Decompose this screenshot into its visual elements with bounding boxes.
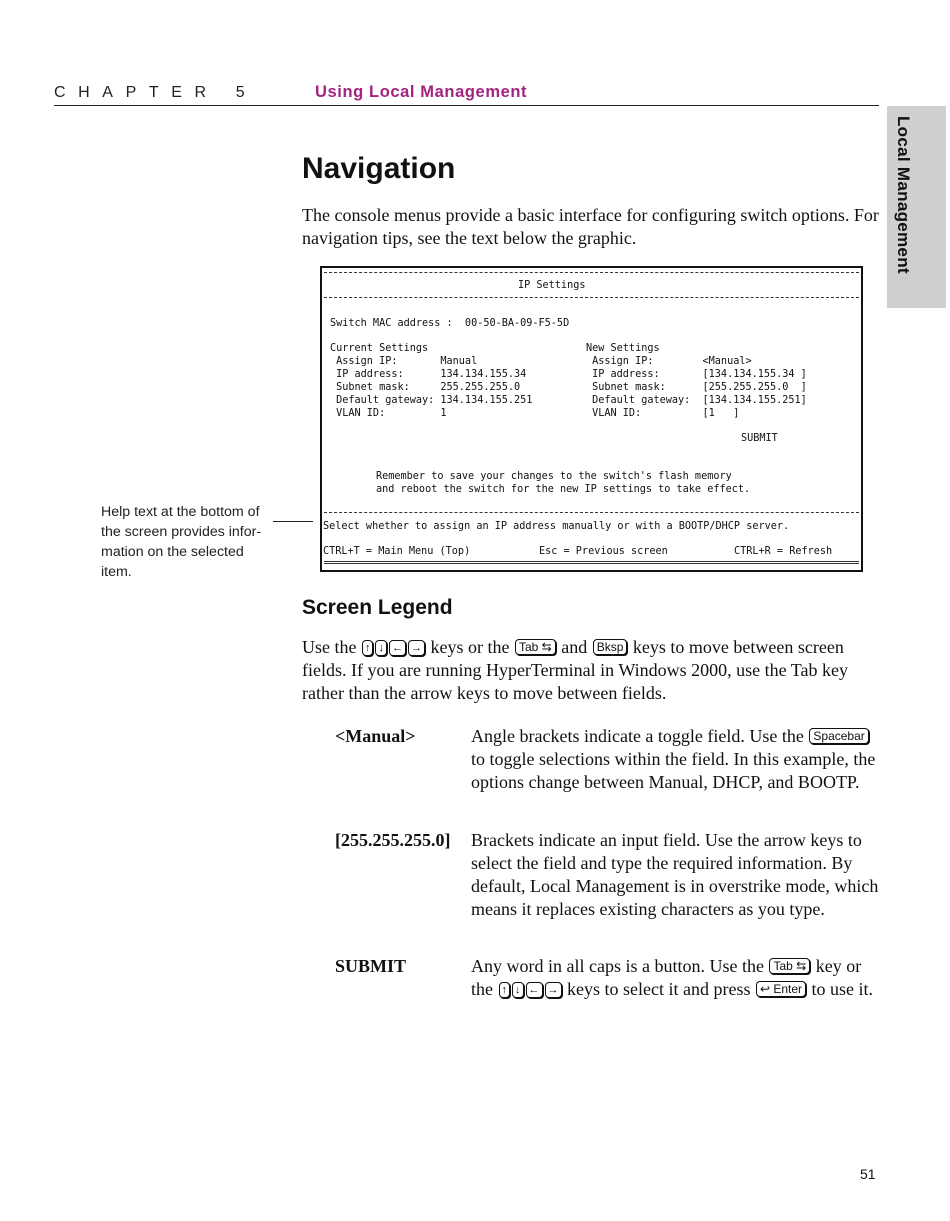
reminder-line-1: Remember to save your changes to the switch's flash memory — [376, 471, 732, 482]
page-number: 51 — [860, 1166, 876, 1182]
tab-key-icon: Tab ⇆ — [769, 958, 810, 974]
legend-text: Use the — [302, 637, 357, 657]
current-default-gateway: Default gateway: 134.134.155.251 — [330, 395, 533, 406]
submit-button[interactable]: SUBMIT — [741, 433, 778, 444]
ip-address-input[interactable]: IP address: [134.134.155.34 ] — [586, 369, 807, 380]
left-arrow-key-icon: ← — [389, 640, 406, 656]
assign-ip-toggle[interactable]: Assign IP: <Manual> — [586, 356, 752, 367]
chapter-title: Using Local Management — [315, 83, 528, 101]
definition-text: to toggle selections within the field. In this example, the options change between Manual, DHCP, and BOOTP. — [471, 749, 876, 792]
current-vlan-id: VLAN ID: 1 — [330, 408, 447, 419]
definition-text: Angle brackets indicate a toggle field. Use the — [471, 726, 804, 746]
legend-text: keys to move between screen fields. If you are running HyperTerminal in Windows 2000, use the Tab key rather than the arrow keys to move between fields. — [302, 637, 848, 703]
help-text-line: Select whether to assign an IP address manually or with a BOOTP/DHCP server. — [323, 521, 790, 532]
definition-term: <Manual> — [335, 726, 416, 746]
spacebar-key-icon: Spacebar — [809, 728, 868, 744]
divider — [324, 272, 859, 273]
definition-description: Brackets indicate an input field. Use the arrow keys to select the field and type the required information. By default, Local Management is in overstrike mode, which means it replaces existing characters as you type. — [471, 830, 879, 919]
chapter-header — [54, 84, 879, 106]
divider — [324, 561, 859, 564]
current-subnet-mask: Subnet mask: 255.255.255.0 — [330, 382, 521, 393]
definition-description — [471, 725, 883, 794]
reminder-line-2: and reboot the switch for the new IP settings to take effect. — [376, 484, 751, 495]
nav-main-menu[interactable]: CTRL+T = Main Menu (Top) — [323, 546, 471, 557]
down-arrow-key-icon: ↓ — [375, 640, 387, 656]
legend-title: Screen Legend — [302, 596, 453, 619]
current-ip-address: IP address: 134.134.155.34 — [330, 369, 527, 380]
help-text-annotation: Help text at the bottom of the screen provides infor-mation on the selected item. — [101, 504, 262, 580]
right-arrow-key-icon: → — [545, 982, 562, 998]
left-arrow-key-icon: ← — [526, 982, 543, 998]
definition-text: key or the — [471, 956, 862, 999]
right-arrow-key-icon: → — [408, 640, 425, 656]
side-tab — [887, 106, 946, 308]
current-assign-ip: Assign IP: Manual — [330, 356, 478, 367]
legend-paragraph — [302, 636, 882, 705]
legend-text: keys or the — [430, 637, 510, 657]
definition-text: Any word in all caps is a button. Use the — [471, 956, 764, 976]
default-gateway-input[interactable]: Default gateway: [134.134.155.251] — [586, 395, 807, 406]
intro-paragraph: The console menus provide a basic interface for configuring switch options. For navigation tips, see the text below the graphic. — [302, 205, 879, 248]
up-arrow-key-icon: ↑ — [499, 982, 511, 998]
nav-refresh[interactable]: CTRL+R = Refresh — [734, 546, 833, 557]
terminal-title: IP Settings — [518, 280, 586, 291]
chapter-label: CHAPTER 5 — [54, 84, 258, 101]
divider — [324, 512, 859, 513]
section-title: Navigation — [302, 152, 456, 185]
divider — [324, 297, 859, 298]
bksp-key-icon: Bksp — [593, 639, 628, 655]
current-settings-heading: Current Settings — [330, 343, 429, 354]
subnet-mask-input[interactable]: Subnet mask: [255.255.255.0 ] — [586, 382, 807, 393]
annotation-leader-line — [273, 521, 313, 522]
new-settings-heading: New Settings — [586, 343, 660, 354]
side-tab-label: Local Management — [894, 116, 913, 274]
down-arrow-key-icon: ↓ — [512, 982, 524, 998]
legend-text: and — [561, 637, 588, 657]
definition-text: keys to select it and press — [567, 979, 751, 999]
tab-key-icon: Tab ⇆ — [515, 639, 556, 655]
definition-description — [471, 955, 883, 1001]
vlan-id-input[interactable]: VLAN ID: [1 ] — [586, 408, 740, 419]
mac-address-line: Switch MAC address : 00-50-BA-09-F5-5D — [330, 318, 570, 329]
enter-key-icon: ↩ Enter — [756, 981, 806, 997]
definition-term: [255.255.255.0] — [335, 830, 451, 850]
nav-previous-screen[interactable]: Esc = Previous screen — [539, 546, 668, 557]
terminal-screen — [320, 266, 863, 572]
definition-text: to use it. — [811, 979, 874, 999]
definition-term: SUBMIT — [335, 956, 407, 976]
up-arrow-key-icon: ↑ — [362, 640, 374, 656]
